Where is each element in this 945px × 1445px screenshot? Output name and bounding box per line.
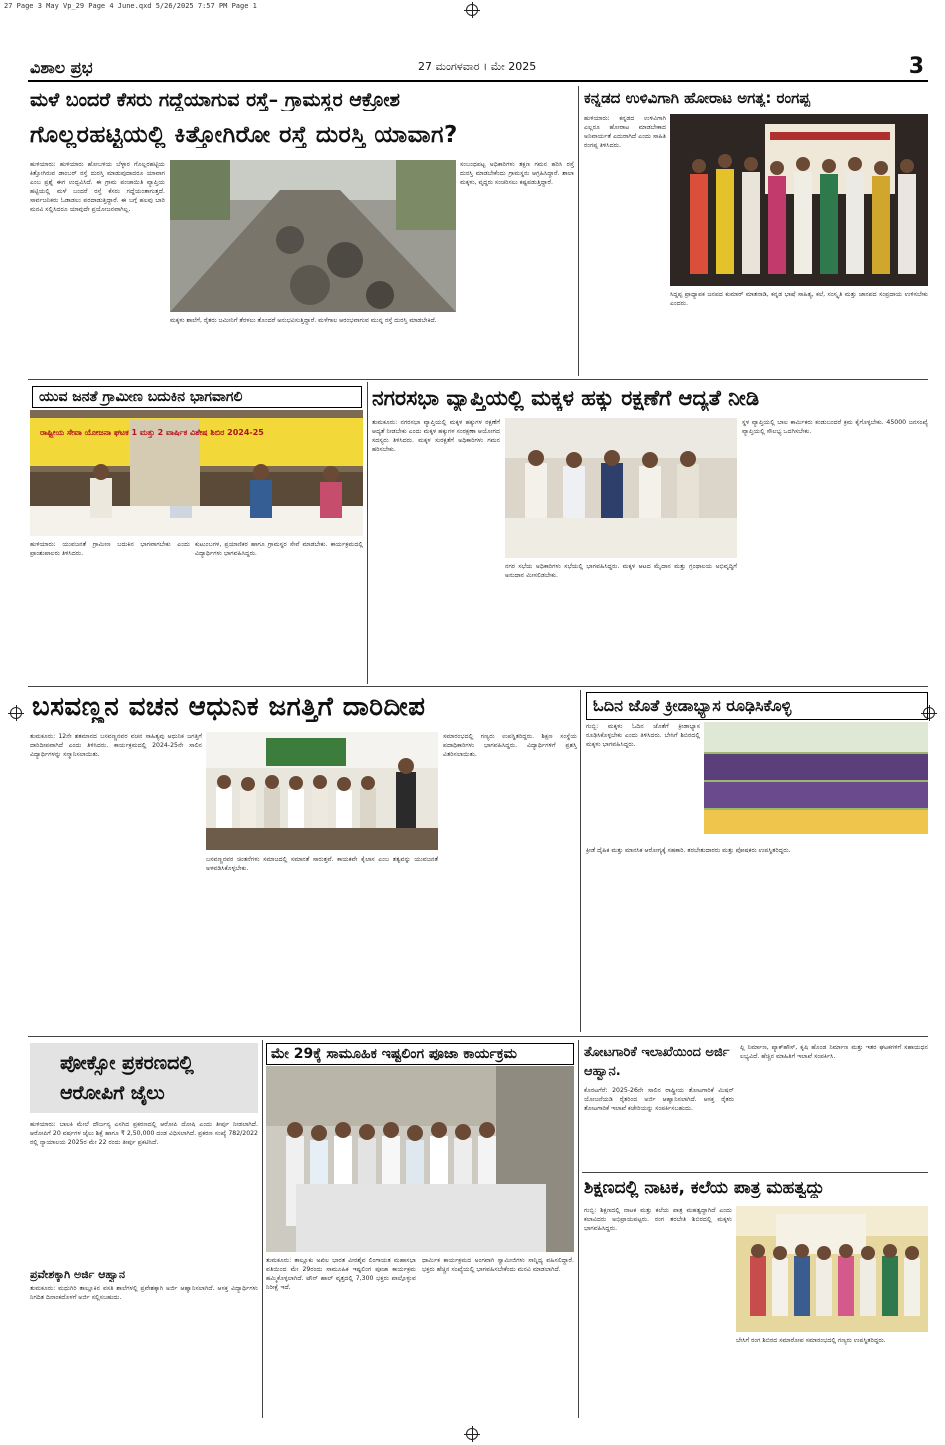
story6-headline: ಓದಿನ ಜೊತೆ ಕ್ರೀಡಾಭ್ಯಾಸ ರೂಢಿಸಿಕೊಳ್ಳಿ <box>586 692 928 720</box>
story8-headline: ಮೇ 29ಕ್ಕೆ ಸಾಮೂಹಿಕ ಇಷ್ಟಲಿಂಗ ಪೂಜಾ ಕಾರ್ಯಕ್ರಮ <box>266 1043 574 1065</box>
print-slug: 27 Page 3 May Vp_29 Page 4 June.qxd 5/26/2025 7:57 PM Page 1 <box>4 2 257 10</box>
story5-event-photo <box>206 732 438 850</box>
masthead <box>28 56 928 82</box>
story6-column-2: ಕ್ರೀಡೆ ದೈಹಿಕ ಮತ್ತು ಮಾನಸಿಕ ಆರೋಗ್ಯಕ್ಕೆ ಸಹಕಾರಿ. ತರಬೇತುದಾರರು ಮತ್ತು ಪೋಷಕರು ಉಪಸ್ಥಿತರಿದ್ದರು. <box>586 847 791 854</box>
publication-name: ವಿಶಾಲ ಪ್ರಭ <box>30 58 93 77</box>
story3-event-photo <box>30 410 363 536</box>
story3-photo-banner: ರಾಷ್ಟ್ರೀಯ ಸೇವಾ ಯೋಜನಾ ಘಟಕ 1 ಮತ್ತು 2 ವಾರ್ಷಿಕ ವಿಶೇಷ ಶಿಬಿರ 2024-25 <box>40 428 264 437</box>
story7-sub-body: ತುಮಕೂರು: ಮಧುಗಿರಿ ತಾಲ್ಲೂಕಿನ ವಸತಿ ಶಾಲೆಗಳಲ್ಲಿ ಪ್ರವೇಶಕ್ಕಾಗಿ ಅರ್ಜಿ ಆಹ್ವಾನಿಸಲಾಗಿದೆ. ಆಸಕ್ತ ವಿದ್ಯಾರ್ಥಿಗಳು ನಿಗದಿತ ದಿನಾಂಕದೊಳಗೆ ಅರ್ಜಿ ಸಲ್ಲಿಸಬಹುದು. <box>30 1285 258 1301</box>
story9-headline: ತೋಟಗಾರಿಕೆ ಇಲಾಖೆಯಿಂದ ಅರ್ಜಿ ಆಹ್ವಾನ. <box>584 1045 730 1079</box>
story10-photo-caption: ಬೇಸಿಗೆ ರಂಗ ಶಿಬಿರದ ಸಮಾರೋಪ ಸಮಾರಂಭದಲ್ಲಿ ಗಣ್ಯರು ಉಪಸ್ಥಿತರಿದ್ದರು. <box>736 1337 886 1344</box>
story5-headline: ಬಸವಣ್ಣನ ವಚನ ಆಧುನಿಕ ಜಗತ್ತಿಗೆ ದಾರಿದೀಪ <box>32 692 426 722</box>
story7-headline: ಪೋಕ್ಸೋ ಪ್ರಕರಣದಲ್ಲಿ ಆರೋಪಿಗೆ ಜೈಲು <box>60 1052 194 1104</box>
story2-headline: ಕನ್ನಡದ ಉಳಿವಿಗಾಗಿ ಹೋರಾಟ ಅಗತ್ಯ: ರಂಗಪ್ಪ <box>584 89 810 107</box>
story3-headline: ಯುವ ಜನತೆ ಗ್ರಾಮೀಣ ಬದುಕಿನ ಭಾಗವಾಗಲಿ <box>32 386 362 408</box>
registration-mark-icon <box>466 4 478 16</box>
story1-road-photo <box>170 160 456 312</box>
story4-column-1: ತುಮಕೂರು: ನಗರಸಭಾ ವ್ಯಾಪ್ತಿಯಲ್ಲಿ ಮಕ್ಕಳ ಹಕ್ಕುಗಳ ರಕ್ಷಣೆಗೆ ಆದ್ಯತೆ ನೀಡಬೇಕು ಎಂದು ಮಕ್ಕಳ ಹಕ್ಕುಗಳ ಸಂರಕ್ಷಣಾ ಆಯೋಗದ ಸದಸ್ಯರು ತಿಳಿಸಿದರು. ಮಕ್ಕಳ ಸುರಕ್ಷತೆಗೆ ಅಧಿಕಾರಿಗಳು ಗಮನ ಹರಿಸಬೇಕು. <box>372 419 500 453</box>
page-number: 3 <box>908 54 924 79</box>
registration-mark-icon <box>10 707 22 719</box>
story1-photo-caption: ಮಕ್ಕಳು ಶಾಲೆಗೆ, ರೈತರು ಜಮೀನಿಗೆ ತೆರಳಲು ತೊಂದರೆ ಅನುಭವಿಸುತ್ತಿದ್ದಾರೆ. ಮಳೆಗಾಲ ಆರಂಭವಾಗುವ ಮುನ್ನ ರಸ್ತೆ ದುರಸ್ತಿ ಮಾಡಬೇಕಿದೆ. <box>170 317 437 324</box>
story8-column-1: ತುಮಕೂರು: ತಾಲ್ಲೂಕು ಅಖಿಲ ಭಾರತ ವೀರಶೈವ ಲಿಂಗಾಯತ ಮಹಾಸಭಾ ವತಿಯಿಂದ ಮೇ 29ರಂದು ಸಾಮೂಹಿಕ ಇಷ್ಟಲಿಂಗ ಪೂಜಾ ಕಾರ್ಯಕ್ರಮ ಹಮ್ಮಿಕೊಳ್ಳಲಾಗಿದೆ. ಟೌನ್ ಹಾಲ್ ವೃತ್ತದಲ್ಲಿ 7,300 ಭಕ್ತರು ಪಾಲ್ಗೊಳ್ಳುವ ನಿರೀಕ್ಷೆ ಇದೆ. <box>266 1257 416 1291</box>
story1-column-2: ಸಂಬಂಧಪಟ್ಟ ಅಧಿಕಾರಿಗಳು ತಕ್ಷಣ ಗಮನ ಹರಿಸಿ ರಸ್ತೆ ದುರಸ್ತಿ ಮಾಡಬೇಕೆಂದು ಗ್ರಾಮಸ್ಥರು ಆಗ್ರಹಿಸಿದ್ದಾರೆ. ಶಾಲಾ ಮಕ್ಕಳು, ವೃದ್ಧರು ಸಂಚರಿಸಲು ಕಷ್ಟಪಡುತ್ತಿದ್ದಾರೆ. <box>460 161 574 186</box>
story7-body: ಹುಳಿಯಾರು: ಬಾಲಕಿ ಮೇಲೆ ದೌರ್ಜನ್ಯ ಎಸಗಿದ ಪ್ರಕರಣದಲ್ಲಿ ಆರೋಪಿ ದೋಷಿ ಎಂದು ತೀರ್ಪು ನೀಡಲಾಗಿದೆ. ಆರೋಪಿಗೆ 20 ವರ್ಷಗಳ ಜೈಲು ಶಿಕ್ಷೆ ಹಾಗೂ ₹ 2,50,000 ದಂಡ ವಿಧಿಸಲಾಗಿದೆ. ಪ್ರಕರಣ ಸಂಖ್ಯೆ 782/2022 ರಲ್ಲಿ ನ್ಯಾಯಾಲಯ 2025ರ ಮೇ 22 ರಂದು ತೀರ್ಪು ಪ್ರಕಟಿಸಿದೆ. <box>30 1121 258 1146</box>
story6-team-photo <box>704 722 928 834</box>
story2-stage-photo <box>670 114 928 286</box>
story5-column-2: ಬಸವಣ್ಣನವರ ಚಿಂತನೆಗಳು ಸಮಾಜದಲ್ಲಿ ಸಮಾನತೆ ಸಾರುತ್ತವೆ. ಕಾಯಕವೇ ಕೈಲಾಸ ಎಂಬ ತತ್ವವನ್ನು ಯುವಜನತೆ ಅಳವಡಿಸಿಕೊಳ್ಳಬೇಕು. <box>206 856 438 872</box>
story2-column-1: ಹುಳಿಯಾರು: ಕನ್ನಡದ ಉಳಿವಿಗಾಗಿ ಎಲ್ಲರೂ ಹೋರಾಟ ಮಾಡಬೇಕಾದ ಅನಿವಾರ್ಯತೆ ಎದುರಾಗಿದೆ ಎಂದು ಸಾಹಿತಿ ರಂಗಪ್ಪ ತಿಳಿಸಿದರು. <box>584 115 666 149</box>
story5-column-3: ಸಮಾರಂಭದಲ್ಲಿ ಗಣ್ಯರು ಉಪಸ್ಥಿತರಿದ್ದರು. ಶಿಕ್ಷಣ ಸಂಸ್ಥೆಯ ಪದಾಧಿಕಾರಿಗಳು ಭಾಗವಹಿಸಿದ್ದರು. ವಿದ್ಯಾರ್ಥಿಗಳಿಗೆ ಪ್ರಶಸ್ತಿ ವಿತರಿಸಲಾಯಿತು. <box>443 733 577 758</box>
story1-headline: ಗೊಲ್ಲರಹಟ್ಟಿಯಲ್ಲಿ ಕಿತ್ತೋಗಿರೋ ರಸ್ತೆ ದುರಸ್ತಿ ಯಾವಾಗ? <box>30 122 458 148</box>
story1-kicker: ಮಳೆ ಬಂದರೆ ಕೆಸರು ಗದ್ದೆಯಾಗುವ ರಸ್ತೆ– ಗ್ರಾಮಸ್ಥರ ಆಕ್ರೋಶ <box>30 89 400 111</box>
story10-headline: ಶಿಕ್ಷಣದಲ್ಲಿ ನಾಟಕ, ಕಲೆಯ ಪಾತ್ರ ಮಹತ್ವದ್ದು <box>584 1178 825 1198</box>
story8-column-2: ಧಾರ್ಮಿಕ ಕಾರ್ಯಕ್ರಮದ ಅಂಗವಾಗಿ ಸ್ವಾಮೀಜಿಗಳು ಸಾನ್ನಿಧ್ಯ ವಹಿಸಲಿದ್ದಾರೆ. ಭಕ್ತರು ಹೆಚ್ಚಿನ ಸಂಖ್ಯೆಯಲ್ಲಿ ಭಾಗವಹಿಸಬೇಕೆಂದು ಮನವಿ ಮಾಡಲಾಗಿದೆ. <box>422 1257 574 1273</box>
story4-column-2: ನಗರ ಸಭೆಯ ಅಧಿಕಾರಿಗಳು ಸಭೆಯಲ್ಲಿ ಭಾಗವಹಿಸಿದ್ದರು. ಮಕ್ಕಳ ಆಟದ ಮೈದಾನ ಮತ್ತು ಗ್ರಂಥಾಲಯ ಅಭಿವೃದ್ಧಿಗೆ ಅನುದಾನ ಮೀಸಲಿಡಬೇಕು. <box>505 563 737 579</box>
story4-meeting-photo <box>505 418 737 558</box>
issue-date: 27 ಮಂಗಳವಾರ । ಮೇ 2025 <box>418 60 537 73</box>
story10-body: ಗುಬ್ಬಿ: ಶಿಕ್ಷಣದಲ್ಲಿ ನಾಟಕ ಮತ್ತು ಕಲೆಯ ಪಾತ್ರ ಮಹತ್ವದ್ದಾಗಿದೆ ಎಂದು ಕಲಾವಿದರು ಅಭಿಪ್ರಾಯಪಟ್ಟರು. ರಂಗ ತರಬೇತಿ ಶಿಬಿರದಲ್ಲಿ ಮಕ್ಕಳು ಭಾಗವಹಿಸಿದ್ದರು. <box>584 1207 732 1232</box>
story2-column-2: ಸಿದ್ದಪ್ಪ ಪ್ರಾಧ್ಯಾಪಕ ಜನಪದ ಕುಮಾರ್ ಮಾತನಾಡಿ, ಕನ್ನಡ ಭಾಷೆ ಸಾಹಿತ್ಯ, ಕಲೆ, ಸಂಸ್ಕೃತಿ ಮತ್ತು ಜಾನಪದ ಸಂಪ್ರದಾಯ ಉಳಿಸಬೇಕು ಎಂದರು. <box>670 291 928 307</box>
story4-column-3: ಸ್ಥಳ ವ್ಯಾಪ್ತಿಯಲ್ಲಿ ಬಾಲ ಕಾರ್ಮಿಕರು ಕಂಡುಬಂದರೆ ಕ್ರಮ ಕೈಗೊಳ್ಳಬೇಕು. 45000 ಜನಸಂಖ್ಯೆ ವ್ಯಾಪ್ತಿಯಲ್ಲಿ ಸೌಲಭ್ಯ ಒದಗಿಸಬೇಕು. <box>742 419 928 435</box>
story5-column-1: ತುಮಕೂರು: 12ನೇ ಶತಮಾನದ ಬಸವಣ್ಣನವರ ವಚನ ಸಾಹಿತ್ಯವು ಆಧುನಿಕ ಜಗತ್ತಿಗೆ ದಾರಿದೀಪವಾಗಿದೆ ಎಂದು ತಿಳಿಸಿದರು. ಕಾರ್ಯಕ್ರಮದಲ್ಲಿ 2024-25ನೇ ಸಾಲಿನ ವಿದ್ಯಾರ್ಥಿಗಳನ್ನು ಸನ್ಮಾನಿಸಲಾಯಿತು. <box>30 733 202 758</box>
story3-column-1: ಹುಳಿಯಾರು: ಯುವಜನತೆ ಗ್ರಾಮೀಣ ಬದುಕಿನ ಭಾಗವಾಗಬೇಕು ಎಂದು ಪ್ರಾಂಶುಪಾಲರು ತಿಳಿಸಿದರು. <box>30 541 190 557</box>
story10-event-photo <box>736 1206 928 1332</box>
story3-column-2: ಕುಟುಂಬಗಳ, ಪ್ರಯಾಣಿಕರ ಹಾಗೂ ಗ್ರಾಮಸ್ಥರ ಸೇವೆ ಮಾಡಬೇಕು. ಕಾರ್ಯಕ್ರಮದಲ್ಲಿ ವಿದ್ಯಾರ್ಥಿಗಳು ಭಾಗವಹಿಸಿದ್ದರು. <box>195 541 363 557</box>
story6-column-1: ಗುಬ್ಬಿ: ಮಕ್ಕಳು ಓದಿನ ಜೊತೆಗೆ ಕ್ರೀಡಾಭ್ಯಾಸ ರೂಢಿಸಿಕೊಳ್ಳಬೇಕು ಎಂದು ತಿಳಿಸಿದರು. ಬೇಸಿಗೆ ಶಿಬಿರದಲ್ಲಿ ಮಕ್ಕಳು ಭಾಗವಹಿಸಿದ್ದರು. <box>586 723 700 748</box>
story7-subheading: ಪ್ರವೇಶಕ್ಕಾಗಿ ಅರ್ಜಿ ಆಹ್ವಾನ <box>30 1268 125 1281</box>
story9-column-1: ಕೊರಟಗೆರೆ: 2025-26ನೇ ಸಾಲಿನ ರಾಷ್ಟ್ರೀಯ ತೋಟಗಾರಿಕೆ ಮಿಷನ್ ಯೋಜನೆಯಡಿ ರೈತರಿಂದ ಅರ್ಜಿ ಆಹ್ವಾನಿಸಲಾಗಿದೆ. ಆಸಕ್ತ ರೈತರು ತೋಟಗಾರಿಕೆ ಇಲಾಖೆ ಕಚೇರಿಯನ್ನು ಸಂಪರ್ಕಿಸಬಹುದು. <box>584 1087 734 1112</box>
story9-column-2: ಪ್ಲಿ ನಿರ್ಮಾಣ, ಪ್ಯಾಕ್‌ಹೌಸ್, ಕೃಷಿ ಹೊಂಡ ನಿರ್ಮಾಣ ಮತ್ತು ಇತರ ಘಟಕಗಳಿಗೆ ಸಹಾಯಧನ ಲಭ್ಯವಿದೆ. ಹೆಚ್ಚಿನ ಮಾಹಿತಿಗೆ ಇಲಾಖೆ ಸಂಪರ್ಕಿಸಿ. <box>740 1044 928 1060</box>
story4-headline: ನಗರಸಭಾ ವ್ಯಾಪ್ತಿಯಲ್ಲಿ ಮಕ್ಕಳ ಹಕ್ಕು ರಕ್ಷಣೆಗೆ ಆದ್ಯತೆ ನೀಡಿ <box>372 386 760 410</box>
story8-group-photo <box>266 1066 574 1252</box>
story1-column-1: ಹುಳಿಯಾರು: ಹುಳಿಯಾರು ಹೋಬಳಿಯ ಬೆಳ್ಳಾರ ಗೊಲ್ಲರಹಟ್ಟಿಯ ಕಿತ್ತೋಗಿರುವ ಡಾಂಬರ್ ರಸ್ತೆ ದುರಸ್ತಿ ಮಾಡುವುದಾದರೂ ಯಾವಾಗ ಎಂಬ ಪ್ರಶ್ನೆ ಈಗ ಉದ್ಭವಿಸಿದೆ. ಈ ಗ್ರಾಮ ಪಂಚಾಯಿತಿ ವ್ಯಾಪ್ತಿಯ ಹಟ್ಟಿಯಲ್ಲಿ ಮಳೆ ಬಂದರೆ ರಸ್ತೆ ಕೆಸರು ಗದ್ದೆಯಂತಾಗುತ್ತದೆ. ಸಾರ್ವಜನಿಕರು ಓಡಾಡಲು ಪರದಾಡುತ್ತಿದ್ದಾರೆ. ಈ ಬಗ್ಗೆ ಹಲವು ಬಾರಿ ಮನವಿ ಸಲ್ಲಿಸಿದರೂ ಯಾವುದೇ ಪ್ರಯೋಜನವಾಗಿಲ್ಲ. <box>30 161 165 213</box>
registration-mark-icon <box>466 1428 478 1440</box>
